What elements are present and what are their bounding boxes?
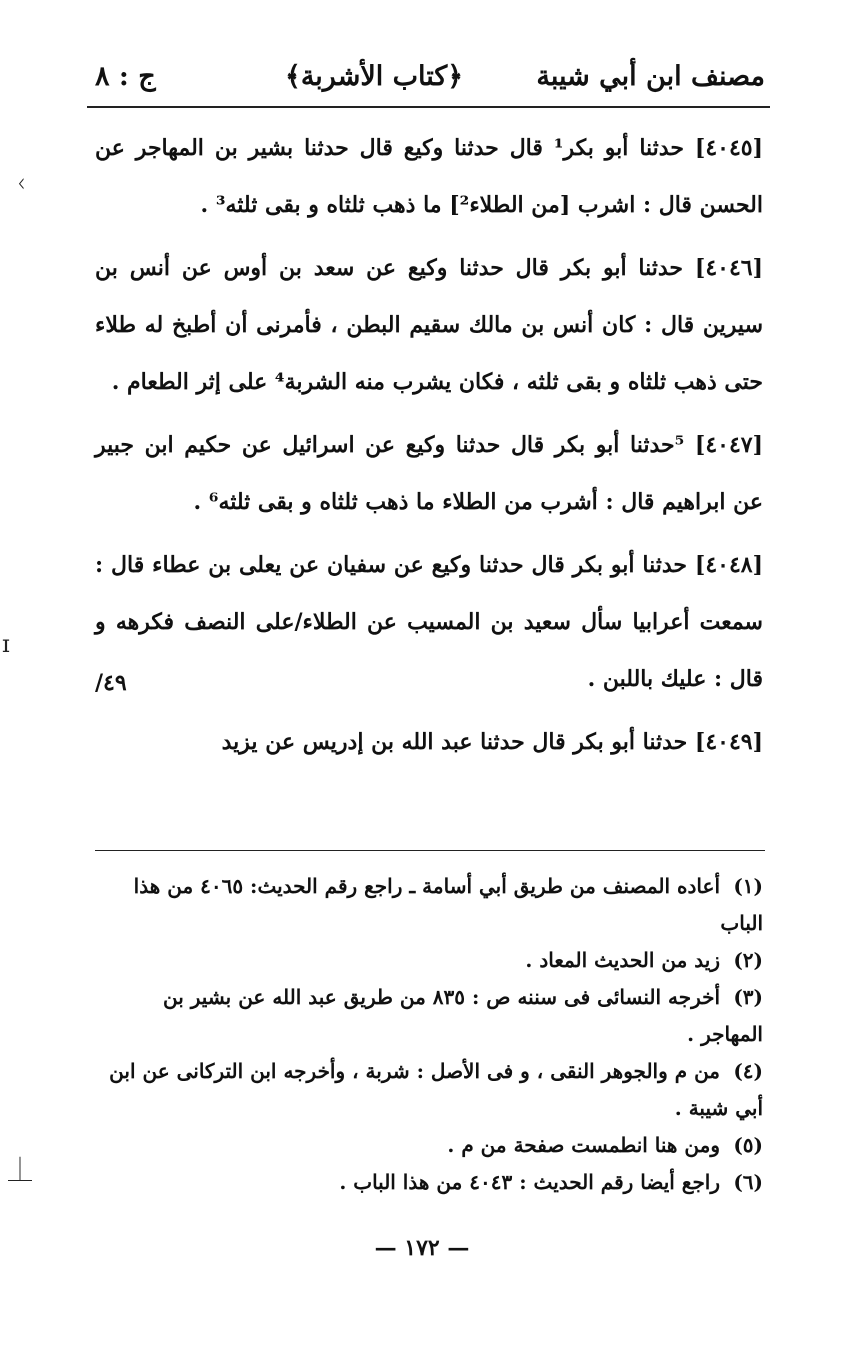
scan-mark-icon: ⏊ [8,1156,32,1184]
hadith-text: حدثنا أبو بكر قال حدثنا وكيع عن سفيان عن يعلى بن عطاء قال : سمعت أعرابيا سأل سعيد بن المسيب عن الطلاء/على النصف فكرهه و قال : عليك باللبن . [95,552,763,692]
hadith-paragraph [95,537,763,708]
footnote [95,868,763,942]
footnote-number: (٣) [733,985,763,1009]
footnote-number: (٢) [733,948,763,972]
footnote-number: (٤) [733,1059,763,1083]
hadith-number: [٤٠٤٥] [694,135,763,161]
footnote-text: راجع أيضا رقم الحديث : ٤٠٤٣ من هذا الباب . [339,1170,721,1194]
footnote-text: ومن هنا انطمست صفحة من م . [447,1133,721,1157]
hadith-paragraph [95,417,763,531]
header-rule [87,106,770,108]
footnote [95,1053,763,1127]
footnote [95,1164,763,1201]
scan-mark-icon: ɪ [2,630,10,658]
footnote [95,942,763,979]
hadith-number: [٤٠٤٩] [694,729,763,755]
footnote-text: من م والجوهر النقى ، و فى الأصل : شربة ، وأخرجه ابن التركانى عن ابن أبي شيبة . [109,1059,763,1120]
footnote-text: أعاده المصنف من طريق أبي أسامة ـ راجع رقم الحديث: ٤٠٦٥ من هذا الباب [133,874,763,935]
footnote [95,1127,763,1164]
footnote [95,979,763,1053]
footnote-rule [95,850,765,851]
hadith-text: حدثنا أبو بكر قال حدثنا عبد الله بن إدريس عن يزيد [221,729,695,755]
hadith-number: [٤٠٤٧] [694,432,763,458]
hadith-number: [٤٠٤٦] [694,255,763,281]
hadith-paragraph [95,240,763,411]
footnote-text: زيد من الحديث المعاد . [525,948,721,972]
footnotes [95,868,763,1201]
page-number: — ١٧٢ — [374,1235,470,1261]
book-title: مصنف ابن أبي شيبة [536,61,765,92]
running-header [95,55,765,105]
hadith-paragraph [95,714,763,771]
main-text [95,120,763,771]
hadith-text: ⁵حدثنا أبو بكر قال حدثنا وكيع عن اسرائيل عن حكيم ابن جبير عن ابراهيم قال : أشرب من الطلاء ما ذهب ثلثاه و بقى ثلثه⁶ . [95,432,763,515]
volume-number: ج : ٨ [95,61,156,92]
footnote-text: أخرجه النسائى فى سننه ص : ٨٣٥ من طريق عبد الله عن بشير بن المهاجر . [163,985,763,1046]
manuscript-folio-marker: ٤٩/ [95,670,127,696]
hadith-text: حدثنا أبو بكر¹ قال حدثنا وكيع قال حدثنا بشير بن المهاجر عن الحسن قال : اشرب [من الطلاء²] ما ذهب ثلثاه و بقى ثلثه³ . [95,135,763,218]
hadith-text: حدثنا أبو بكر قال حدثنا وكيع عن سعد بن أوس عن أنس بن سيرين قال : كان أنس بن مالك سقيم البطن ، فأمرنى أن أطبخ له طلاء حتى ذهب ثلثاه و بقى ثلثه ، فكان يشرب منه الشربة⁴ على إثر الطعام . [95,255,763,395]
hadith-number: [٤٠٤٨] [694,552,763,578]
footnote-number: (٦) [733,1170,763,1194]
scan-mark-icon: ᚲ [14,170,29,198]
hadith-paragraph [95,120,763,234]
footnote-number: (١) [733,874,763,898]
chapter-title: ﴿كتاب الأشربة﴾ [285,61,464,92]
footnote-number: (٥) [733,1133,763,1157]
